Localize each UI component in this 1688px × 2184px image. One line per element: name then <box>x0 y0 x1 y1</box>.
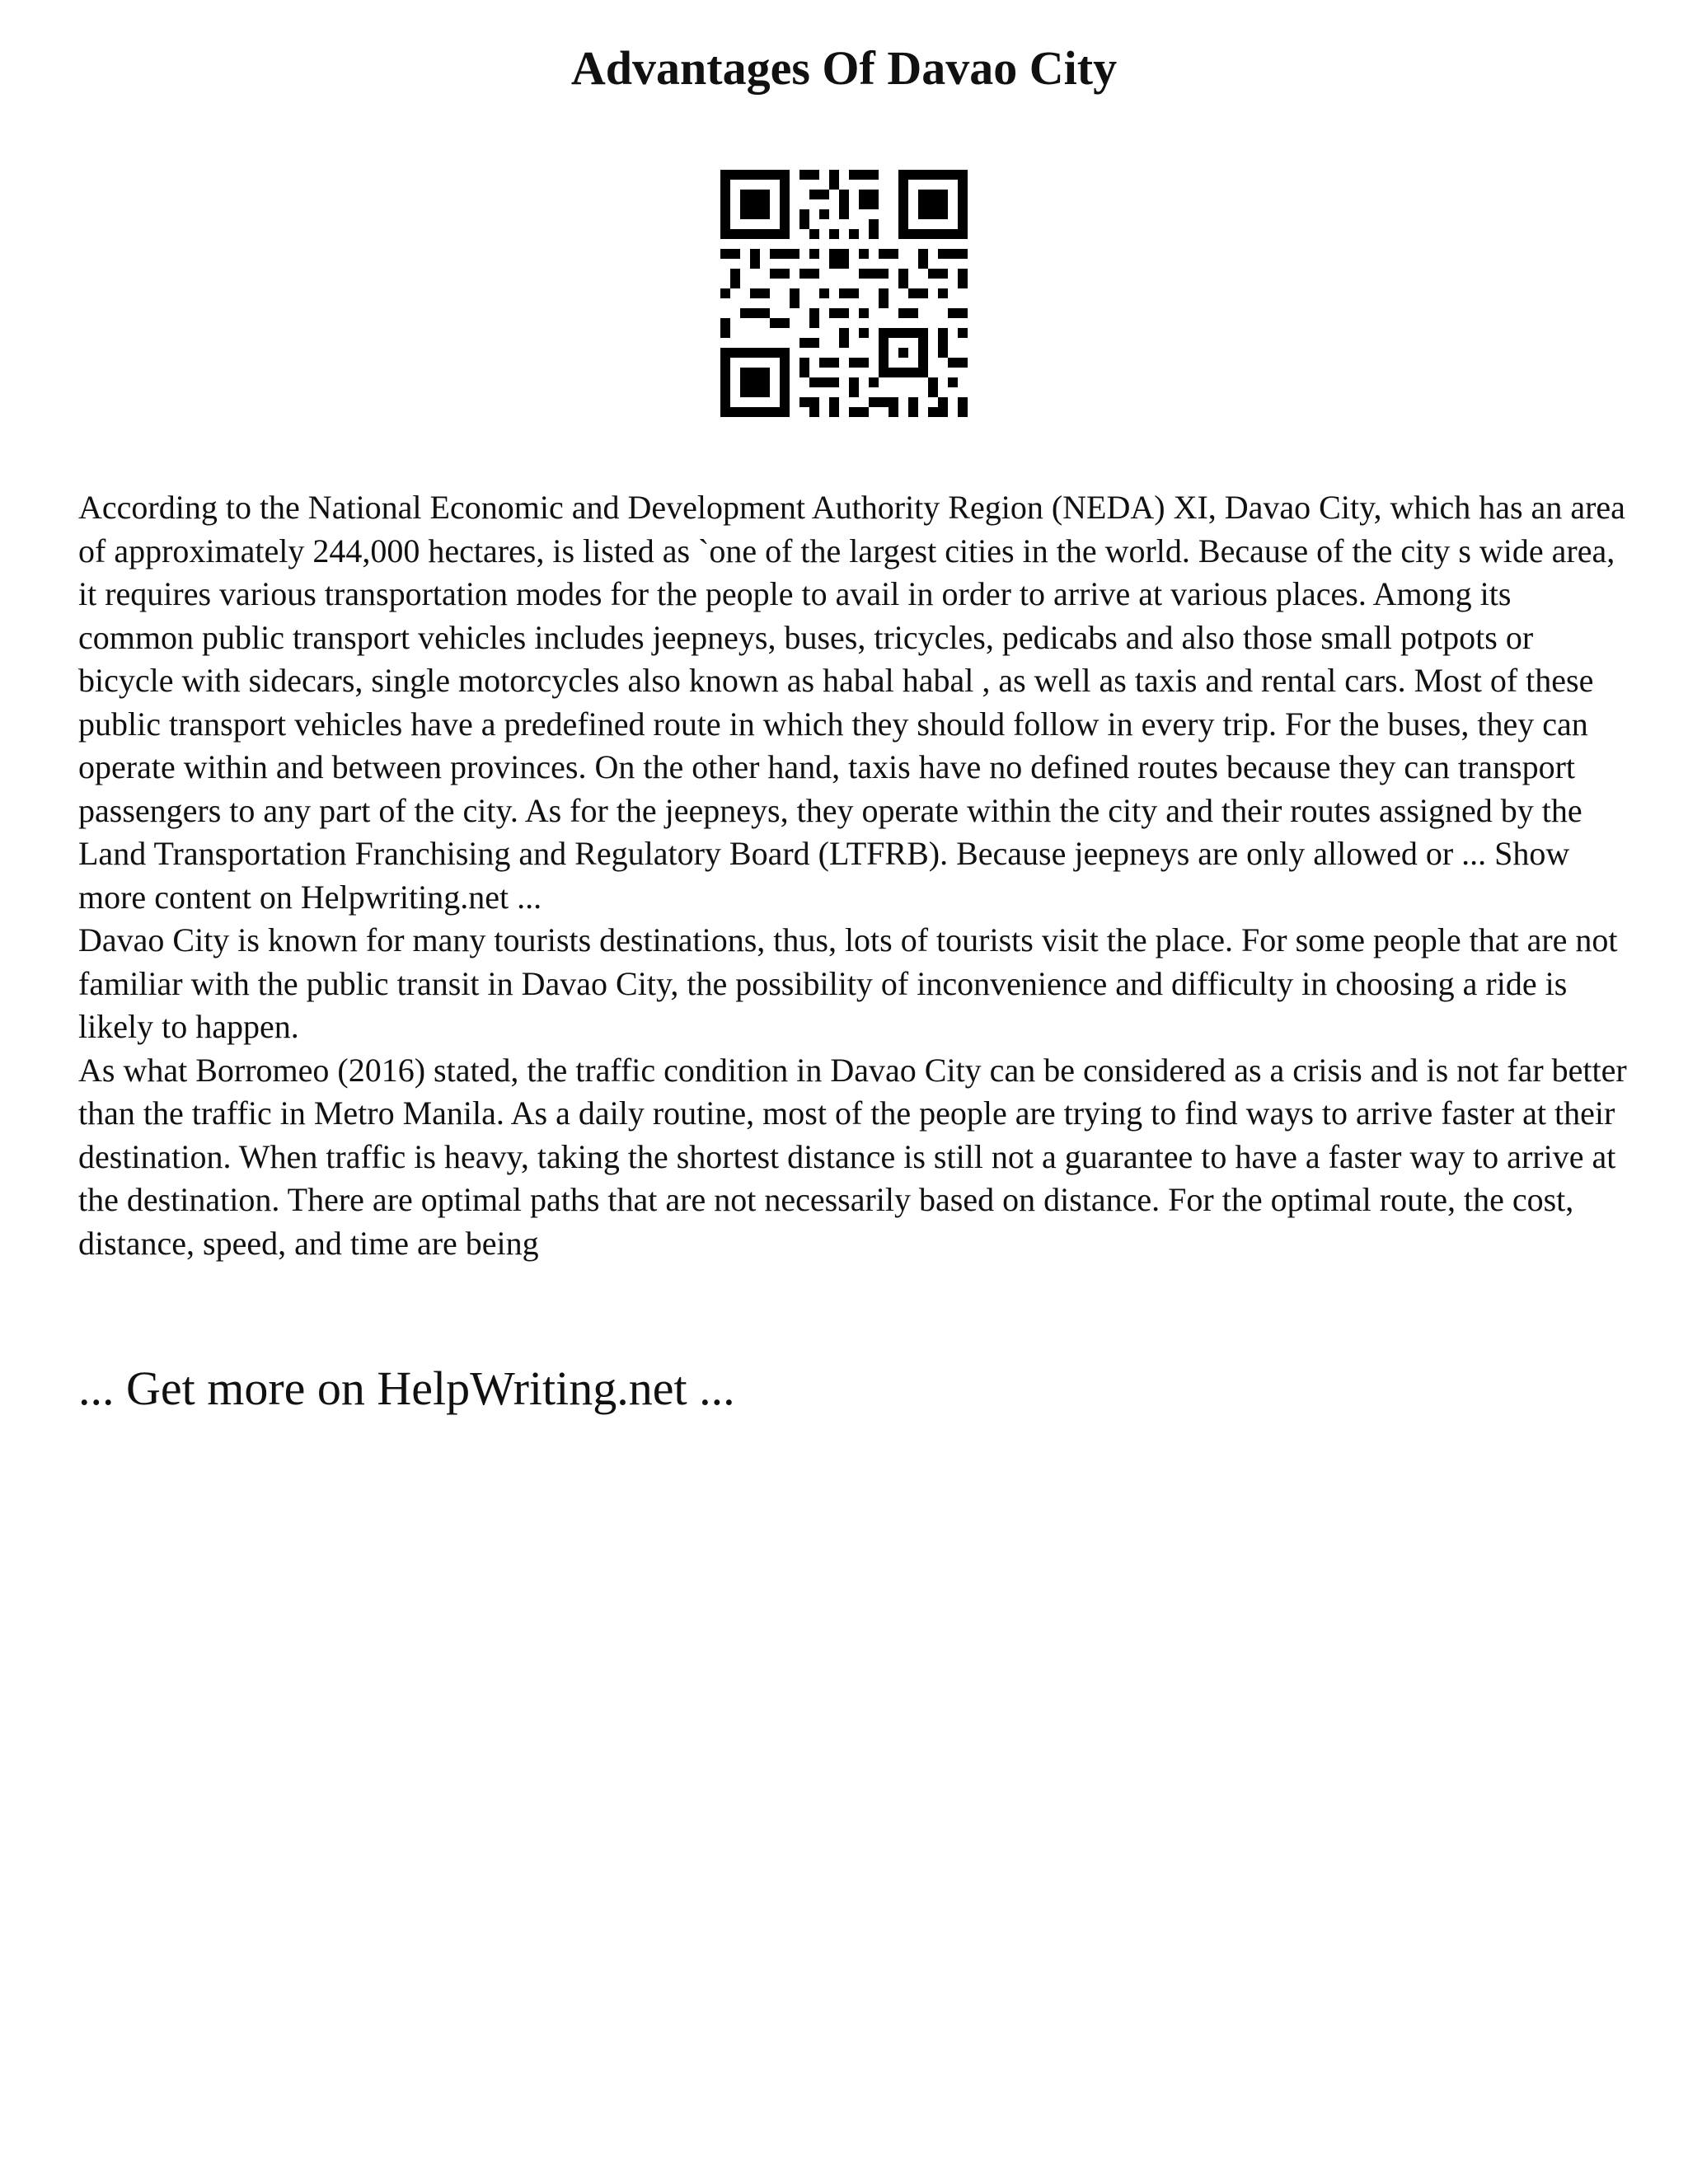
paragraph-3: As what Borromeo (2016) stated, the traffic condition in Davao City can be considered as a crisis and is not far better than the traffic in Metro Manila. As a daily routine, most of the people are trying to find ways to arrive faster at their destination. When traffic is heavy, taking the shortest distance is still not a guarantee to have a faster way to arrive at the destination. There are optimal paths that are not necessarily based on distance. For the optimal route, the cost, distance, speed, and time are being <box>78 1051 1627 1262</box>
paragraph-1: According to the National Economic and Development Authority Region (NEDA) XI, Davao City, which has an area of approximately 244,000 hectares, is listed as `one of the largest cities in the world. Because of the city s wide area, it requires various transportation modes for the people to avail in order to arrive at various places. Among its common public transport vehicles includes jeepneys, buses, tricycles, pedicabs and also those small potpots or bicycle with sidecars, single motorcycles also known as habal habal , as well as taxis and rental cars. Most of these public transport vehicles have a predefined route in which they should follow in every trip. For the buses, they can operate within and between provinces. On the other hand, taxis have no defined routes because they can transport passengers to any part of the city. As for the jeepneys, they operate within the city and their routes assigned by the Land Transportation Franchising and Regulatory Board (LTFRB). Because jeepneys are only allowed or ... Show more content on Helpwriting.net ... <box>78 489 1625 916</box>
qr-code-icon <box>720 170 968 417</box>
paragraph-2: Davao City is known for many tourists destinations, thus, lots of tourists visit the place. For some people that are not familiar with the public transit in Davao City, the possibility of inconvenience and difficulty in choosing a ride is likely to happen. <box>78 921 1618 1045</box>
page-title: Advantages Of Davao City <box>570 41 1118 95</box>
article-body <box>78 486 1628 1265</box>
get-more-link[interactable]: ... Get more on HelpWriting.net ... <box>78 1361 735 1415</box>
